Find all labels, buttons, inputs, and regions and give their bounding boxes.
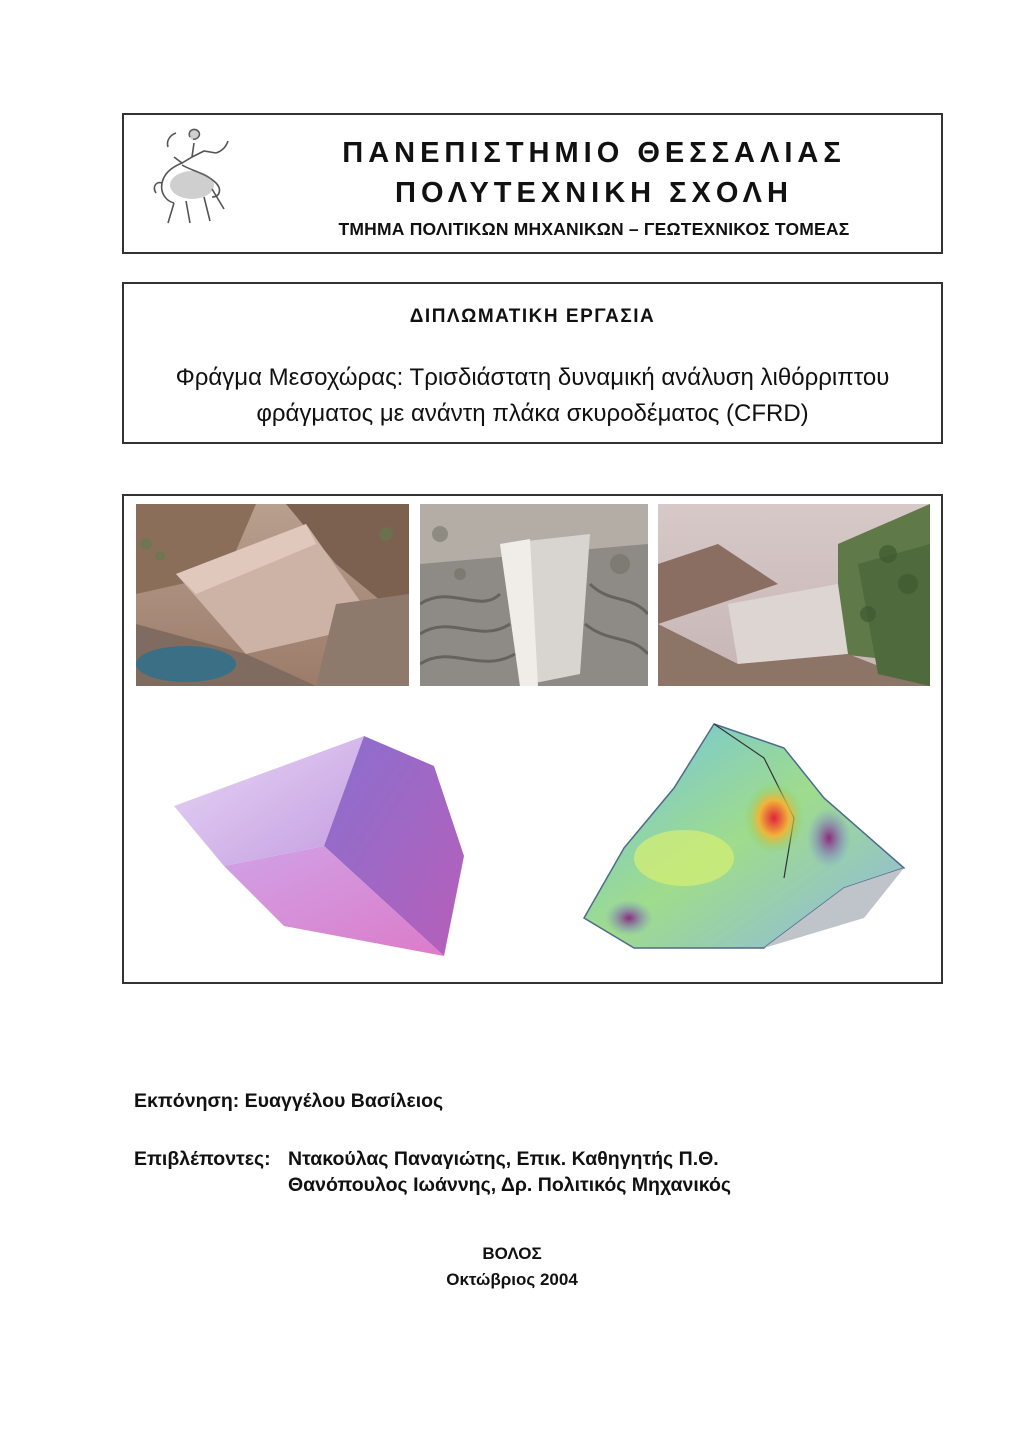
school-name: ΠΟΛΥΤΕΧΝΙΚΗ ΣΧΟΛΗ	[395, 177, 793, 209]
supervisors-label: Επιβλέποντες:	[134, 1148, 271, 1170]
university-name: ΠΑΝΕΠΙΣΤΗΜΙΟ ΘΕΣΣΑΛΙΑΣ	[342, 137, 846, 169]
supervisor-1: Ντακούλας Παναγιώτης, Επικ. Καθηγητής Π.Θ.	[288, 1148, 719, 1170]
figure-box	[122, 494, 943, 984]
date: Οκτώβριος 2004	[446, 1270, 578, 1289]
thesis-box	[122, 282, 943, 444]
department-name: ΤΜΗΜΑ ΠΟΛΙΤΙΚΩΝ ΜΗΧΑΝΙΚΩΝ – ΓΕΩΤΕΧΝΙΚΟΣ ΤΟΜΕΑΣ	[338, 219, 850, 239]
header-box	[122, 113, 943, 254]
centaur-logo-icon	[146, 123, 236, 233]
dam-photo-1	[136, 504, 409, 686]
thesis-label: ΔΙΠΛΩΜΑΤΙΚΗ ΕΡΓΑΣΙΑ	[409, 306, 656, 327]
city: ΒΟΛΟΣ	[482, 1244, 542, 1263]
author-row	[134, 1090, 443, 1113]
thesis-title-line-1: Φράγμα Μεσοχώρας: Τρισδιάστατη δυναμική ανάλυση λιθόρριπτου	[175, 364, 890, 391]
supervisor-2: Θανόπουλος Ιωάννης, Δρ. Πολιτικός Μηχανικός	[288, 1174, 732, 1196]
author-label: Εκπόνηση:	[134, 1090, 240, 1112]
stress-contour-render	[564, 718, 934, 958]
dam-photo-2	[420, 504, 648, 686]
thesis-title-line-2: φράγματος με ανάντη πλάκα σκυροδέματος (CFRD)	[256, 400, 809, 427]
dam-photo-3	[658, 504, 930, 686]
author-name: Ευαγγέλου Βασίλειος	[244, 1090, 444, 1112]
dam-3d-model-render	[164, 726, 464, 966]
